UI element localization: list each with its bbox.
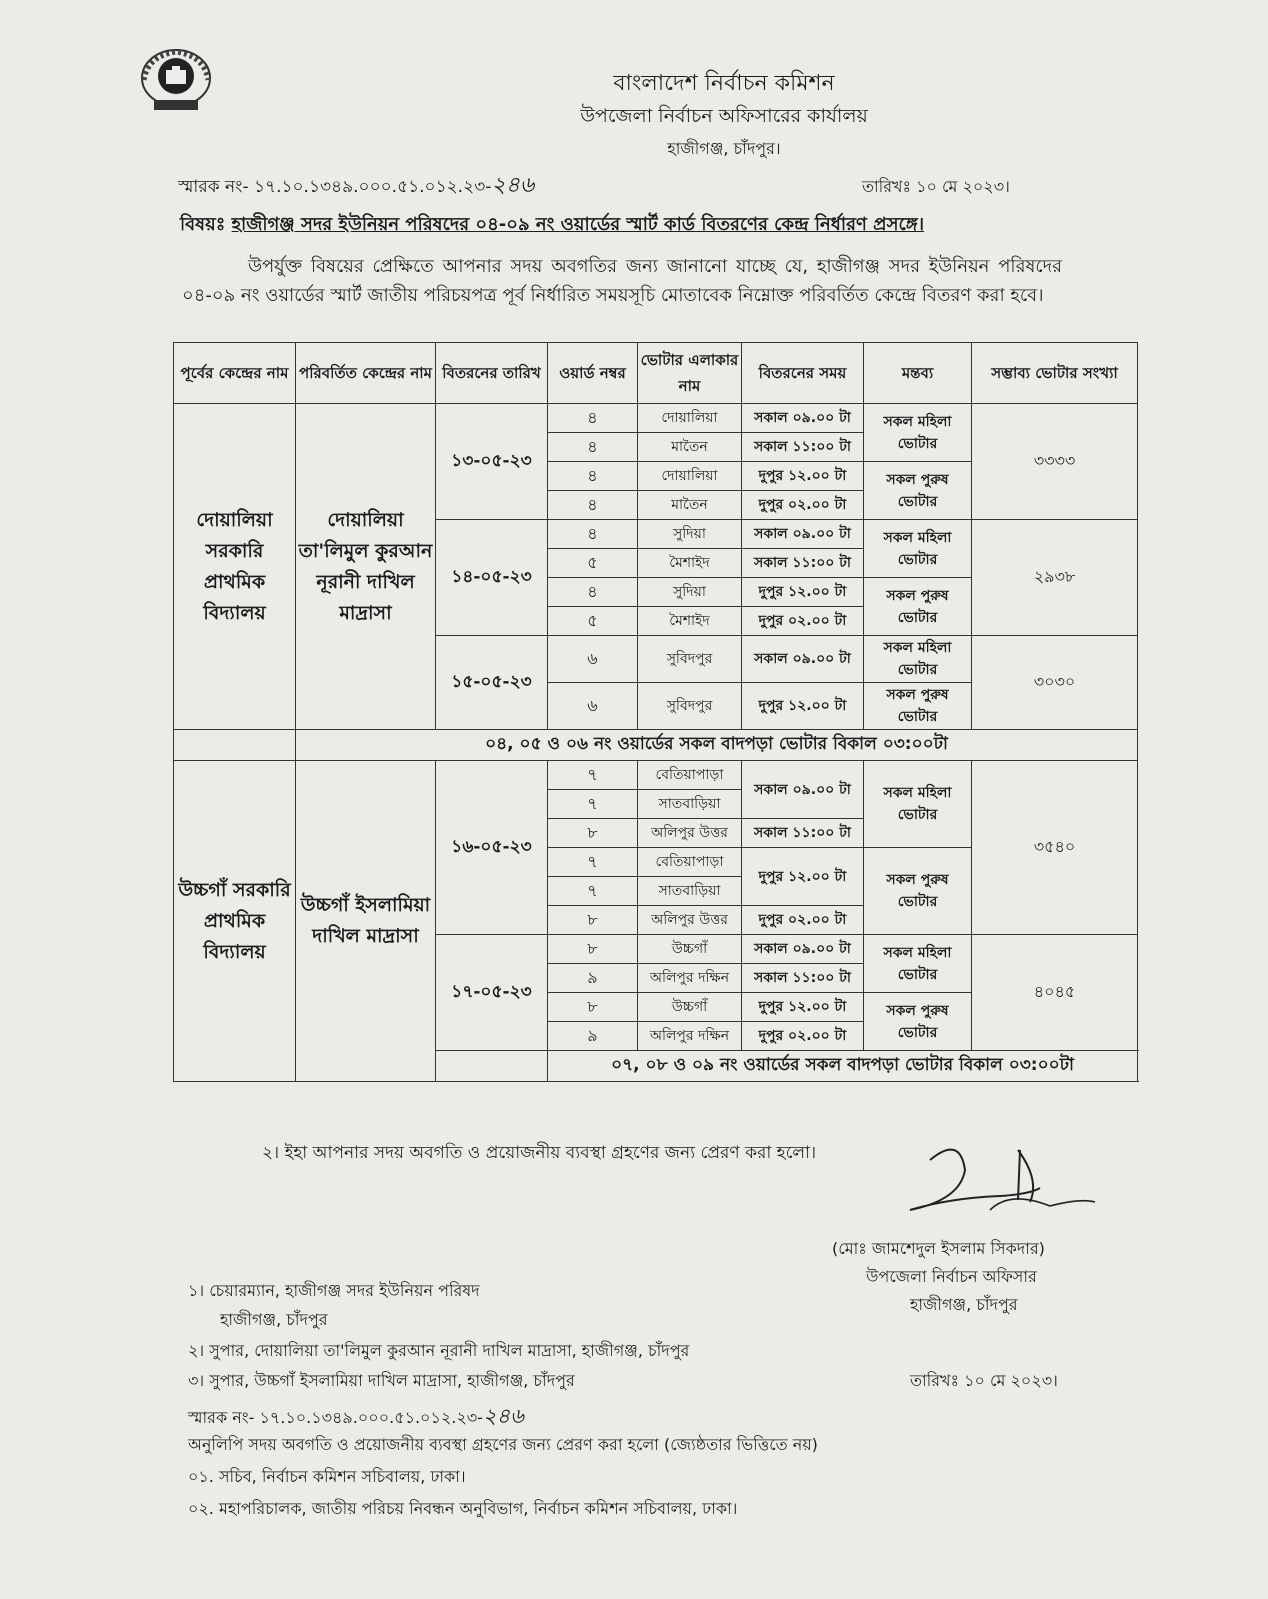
time-cell: দুপুর ১২.০০ টা [742, 993, 864, 1022]
ward-cell: ৪ [548, 433, 638, 462]
ward-cell: ৮ [548, 906, 638, 935]
subject-text: হাজীগঞ্জ সদর ইউনিয়ন পরিষদের ০৪-০৯ নং ওয়ার্ডের স্মার্ট কার্ড বিতরণের কেন্দ্র নির্ধারণ প্রসঙ্গে। [231, 214, 925, 235]
time-cell: দুপুর ১২.০০ টা [742, 848, 864, 906]
new-center-cell: উচ্চগাঁ ইসলামিয়া দাখিল মাদ্রাসা [296, 761, 436, 1082]
ward-cell: ৭ [548, 790, 638, 819]
time-cell: সকাল ১১:০০ টা [742, 964, 864, 993]
area-cell: অলিপুর দক্ষিন [638, 1022, 742, 1051]
time-cell: সকাল ০৯.০০ টা [742, 404, 864, 433]
date-cell: ১৩-০৫-২৩ [436, 404, 548, 520]
remark-cell: সকল পুরুষ ভোটার [864, 578, 972, 636]
remark-cell: সকল মহিলা ভোটার [864, 935, 972, 993]
ward-cell: ৪ [548, 404, 638, 433]
col-header: বিতরনের সময় [742, 343, 864, 404]
time-cell: দুপুর ০২.০০ টা [742, 1022, 864, 1051]
col-header: ভোটার এলাকার নাম [638, 343, 742, 404]
area-cell: মৈশাইদ [638, 607, 742, 636]
copy-intro: অনুলিপি সদয় অবগতি ও প্রয়োজনীয় ব্যবস্থা গ্রহণের জন্য প্রেরণ করা হলো (জ্যেষ্ঠতার ভিত্তিতে নয়) [188, 1435, 818, 1454]
empty-cell [174, 730, 296, 761]
time-cell: দুপুর ০২.০০ টা [742, 607, 864, 636]
ward-cell: ৪ [548, 578, 638, 607]
time-cell: সকাল ১১:০০ টা [742, 549, 864, 578]
col-header: ওয়ার্ড নম্বর [548, 343, 638, 404]
copy-item: ০২. মহাপরিচালক, জাতীয় পরিচয় নিবন্ধন অনুবিভাগ, নির্বাচন কমিশন সচিবালয়, ঢাকা। [188, 1499, 738, 1518]
signatory-place: হাজীগঞ্জ, চাঁদপুর [910, 1295, 1018, 1314]
office-location: হাজীগঞ্জ, চাঁদপুর। [667, 139, 781, 158]
copy-item: ০১. সচিব, নির্বাচন কমিশন সচিবালয়, ঢাকা। [188, 1467, 466, 1486]
area-cell: সুদিয়া [638, 578, 742, 607]
date-cell: ১৭-০৫-২৩ [436, 935, 548, 1051]
subject-label: বিষয়ঃ [180, 214, 226, 235]
memo-handwritten-number: ২৪৬ [491, 173, 535, 198]
voter-count-cell: ৩৫৪০ [972, 761, 1138, 935]
col-header: সম্ভাব্য ভোটার সংখ্যা [972, 343, 1138, 404]
ward-cell: ৪ [548, 520, 638, 549]
recipient-item: ২। সুপার, দোয়ালিয়া তা'লিমুল কুরআন নূরানী দাখিল মাদ্রাসা, হাজীগঞ্জ, চাঁদপুর [188, 1341, 690, 1360]
time-cell: দুপুর ০২.০০ টা [742, 906, 864, 935]
signatory-designation: উপজেলা নির্বাচন অফিসার [866, 1267, 1037, 1286]
date-cell: ১৬-০৫-২৩ [436, 761, 548, 935]
col-header: বিতরনের তারিখ [436, 343, 548, 404]
office-title: উপজেলা নির্বাচন অফিসারের কার্যালয় [580, 105, 868, 127]
table-row [174, 761, 1138, 790]
area-cell: উচ্চগাঁ [638, 993, 742, 1022]
area-cell: উচ্চগাঁ [638, 935, 742, 964]
prev-center-cell: দোয়ালিয়া সরকারি প্রাথমিক বিদ্যালয় [174, 404, 296, 730]
time-cell: দুপুর ১২.০০ টা [742, 462, 864, 491]
memo-number-text: স্মারক নং- ১৭.১০.১৩৪৯.০০০.৫১.০১২.২৩- [178, 177, 492, 197]
area-cell: মৈশাইদ [638, 549, 742, 578]
leftover-voters-note: ০৭, ০৮ ও ০৯ নং ওয়ার্ডের সকল বাদপড়া ভোটার বিকাল ০৩:০০টা [548, 1051, 1138, 1082]
ward-cell: ৭ [548, 848, 638, 877]
memo-number [178, 168, 534, 205]
area-cell: মাতৈন [638, 433, 742, 462]
remark-cell: সকল মহিলা ভোটার [864, 636, 972, 683]
new-center-cell: দোয়ালিয়া তা'লিমুল কুরআন নূরানী দাখিল মাদ্রাসা [296, 404, 436, 730]
ward-cell: ৫ [548, 607, 638, 636]
time-cell: দুপুর ০২.০০ টা [742, 491, 864, 520]
signatory-name: (মোঃ জামশেদুল ইসলাম সিকদার) [832, 1239, 1045, 1258]
ward-cell: ৯ [548, 1022, 638, 1051]
ward-cell: ৬ [548, 683, 638, 730]
time-cell: সকাল ০৯.০০ টা [742, 761, 864, 819]
remark-cell: সকল পুরুষ ভোটার [864, 462, 972, 520]
area-cell: সাতবাড়িয়া [638, 790, 742, 819]
ward-cell: ৮ [548, 819, 638, 848]
time-cell: দুপুর ১২.০০ টা [742, 683, 864, 730]
table-row [174, 730, 1138, 761]
body-paragraph: উপর্যুক্ত বিষয়ের প্রেক্ষিতে আপনার সদয় অবগতির জন্য জানানো যাচ্ছে যে, হাজীগঞ্জ সদর ইউনিয়ন পরিষদের ০৪-০৯ নং ওয়ার্ডের স্মার্ট জাতীয় পরিচয়পত্র পূর্ব নির্ধারিত সময়সূচি মোতাবেক নিম্নোক্ত পরিবর্তিত কেন্দ্রে বিতরণ করা হবে। [182, 256, 1062, 306]
memo2-number [188, 1400, 524, 1435]
ward-cell: ৭ [548, 761, 638, 790]
ward-cell: ৪ [548, 462, 638, 491]
memo-date: তারিখঃ ১০ মে ২০২৩। [862, 177, 1010, 196]
time-cell: সকাল ০৯.০০ টা [742, 935, 864, 964]
time-cell: সকাল ০৯.০০ টা [742, 520, 864, 549]
forwarding-line: ২। ইহা আপনার সদয় অবগতি ও প্রয়োজনীয় ব্যবস্থা গ্রহণের জন্য প্রেরণ করা হলো। [262, 1143, 817, 1163]
handwritten-signature-icon [890, 1140, 1120, 1240]
empty-cell [436, 1051, 548, 1082]
ward-cell: ৮ [548, 935, 638, 964]
remark-cell: সকল মহিলা ভোটার [864, 404, 972, 462]
table-header-row [174, 343, 1138, 404]
voter-count-cell: ৩০৩০ [972, 636, 1138, 730]
area-cell: সুবিদপুর [638, 683, 742, 730]
ward-cell: ৬ [548, 636, 638, 683]
col-header: পরিবর্তিত কেন্দ্রের নাম [296, 343, 436, 404]
subject-line [180, 210, 924, 241]
remark-cell: সকল মহিলা ভোটার [864, 520, 972, 578]
col-header: মন্তব্য [864, 343, 972, 404]
area-cell: অলিপুর দক্ষিন [638, 964, 742, 993]
ward-cell: ৭ [548, 877, 638, 906]
area-cell: সাতবাড়িয়া [638, 877, 742, 906]
memo2-number-text: স্মারক নং- ১৭.১০.১৩৪৯.০০০.৫১.০১২.২৩- [188, 1408, 483, 1427]
remark-cell: সকল পুরুষ ভোটার [864, 993, 972, 1051]
voter-count-cell: ৪০৪৫ [972, 935, 1138, 1051]
date-cell: ১৪-০৫-২৩ [436, 520, 548, 636]
remark-cell: সকল মহিলা ভোটার [864, 761, 972, 848]
prev-center-cell: উচ্চগাঁ সরকারি প্রাথমিক বিদ্যালয় [174, 761, 296, 1082]
remark-cell: সকল পুরুষ ভোটার [864, 683, 972, 730]
recipient-item: হাজীগঞ্জ, চাঁদপুর [220, 1310, 328, 1329]
time-cell: দুপুর ১২.০০ টা [742, 578, 864, 607]
recipient-item: ৩। সুপার, উচ্চগাঁ ইসলামিয়া দাখিল মাদ্রাসা, হাজীগঞ্জ, চাঁদপুর [188, 1371, 575, 1390]
time-cell: সকাল ০৯.০০ টা [742, 636, 864, 683]
area-cell: মাতৈন [638, 491, 742, 520]
org-title: বাংলাদেশ নির্বাচন কমিশন [613, 71, 835, 96]
time-cell: সকাল ১১:০০ টা [742, 433, 864, 462]
area-cell: বেতিয়াপাড়া [638, 761, 742, 790]
area-cell: অলিপুর উত্তর [638, 819, 742, 848]
ward-cell: ৫ [548, 549, 638, 578]
area-cell: বেতিয়াপাড়া [638, 848, 742, 877]
col-header: পূর্বের কেন্দ্রের নাম [174, 343, 296, 404]
ward-cell: ৮ [548, 993, 638, 1022]
memo2-handwritten-number: ২৪৬ [482, 1404, 524, 1428]
time-cell: সকাল ১১:০০ টা [742, 819, 864, 848]
voter-count-cell: ২৯৩৮ [972, 520, 1138, 636]
remark-cell: সকল পুরুষ ভোটার [864, 848, 972, 935]
area-cell: অলিপুর উত্তর [638, 906, 742, 935]
ward-cell: ৯ [548, 964, 638, 993]
voter-count-cell: ৩৩৩৩ [972, 404, 1138, 520]
recipient-item: ১। চেয়ারম্যান, হাজীগঞ্জ সদর ইউনিয়ন পরিষদ [188, 1281, 480, 1300]
leftover-voters-note: ০৪, ০৫ ও ০৬ নং ওয়ার্ডের সকল বাদপড়া ভোটার বিকাল ০৩:০০টা [296, 730, 1138, 761]
area-cell: দোয়ালিয়া [638, 462, 742, 491]
distribution-table [173, 342, 1138, 1082]
area-cell: দোয়ালিয়া [638, 404, 742, 433]
memo2-date: তারিখঃ ১০ মে ২০২৩। [910, 1371, 1058, 1390]
table-row [174, 404, 1138, 433]
area-cell: সুবিদপুর [638, 636, 742, 683]
date-cell: ১৫-০৫-২৩ [436, 636, 548, 730]
area-cell: সুদিয়া [638, 520, 742, 549]
ward-cell: ৪ [548, 491, 638, 520]
